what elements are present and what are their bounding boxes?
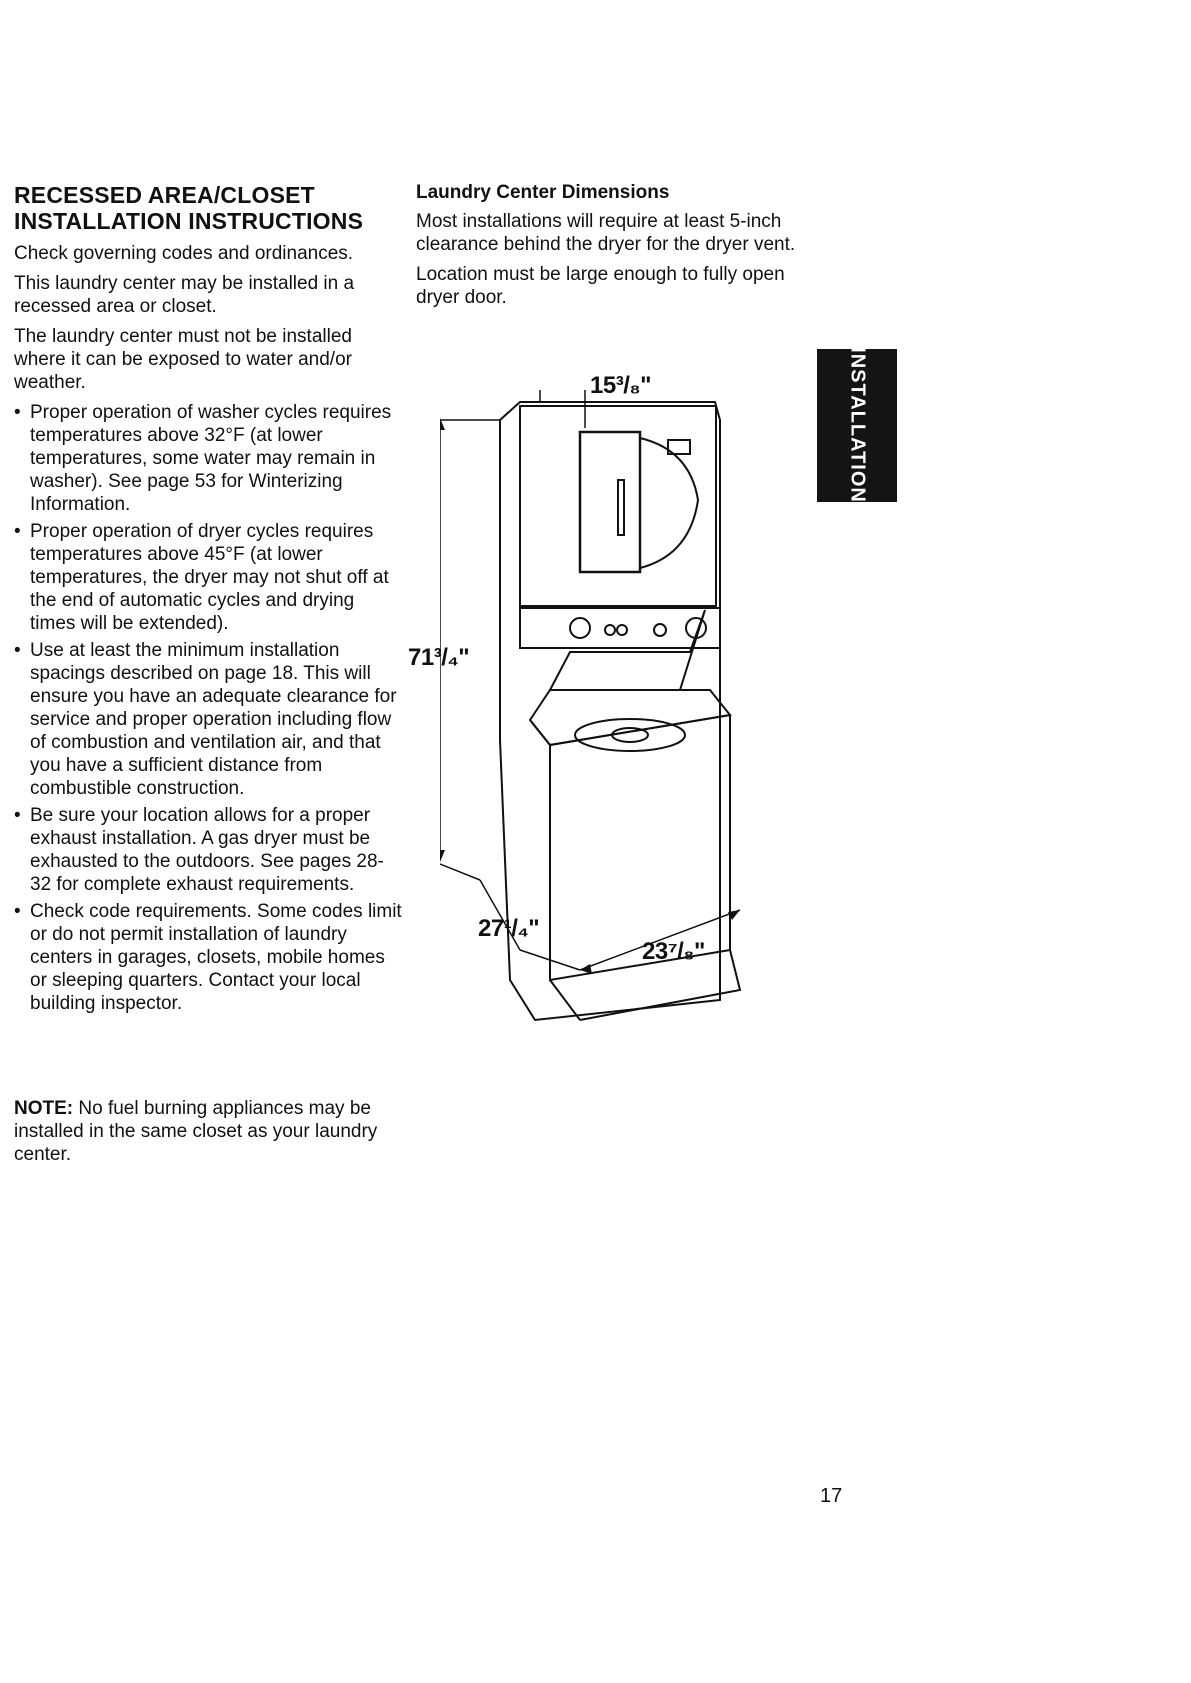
note-label: NOTE:: [14, 1098, 74, 1119]
section-tab: [817, 349, 897, 502]
paragraph-clearance: Most installations will require at least 5-inch clearance behind the dryer for the dryer vent.: [416, 211, 796, 255]
right-column: [416, 182, 796, 316]
note-text: No fuel burning appliances may be installed in the same closet as your laundry center.: [14, 1098, 378, 1165]
laundry-center-illustration: [440, 390, 790, 1050]
dimension-depth: 27¹/₄": [478, 915, 540, 942]
dimension-front: 23⁷/₈": [642, 938, 705, 965]
control-panel: [520, 608, 720, 648]
heading-line-1: RECESSED AREA/CLOSET: [14, 182, 315, 208]
dimension-width: 15³/₈": [590, 372, 651, 399]
paragraph-codes: Check governing codes and ordinances.: [14, 243, 354, 264]
control-button: [605, 625, 615, 635]
arrowhead: [580, 964, 592, 974]
list-item: • Use at least the minimum installation spacings described on page 18. This will ensure you have an adequate clearance for service and proper operation including flow of combustion and ventilation air, and that you have a sufficient distance from combustible construction.: [14, 639, 404, 800]
paragraph-recessed: This laundry center may be installed in a recessed area or closet.: [14, 273, 355, 317]
control-button: [654, 624, 666, 636]
section-tab-label: INSTALLATION: [846, 347, 869, 503]
left-column: [14, 182, 404, 1019]
drum-opening: [640, 438, 698, 568]
dryer-door: [580, 432, 640, 572]
washer-top: [530, 690, 730, 745]
list-item: • Be sure your location allows for a proper exhaust installation. A gas dryer must be exhausted to the outdoors. See pages 28-32 for complete exhaust requirements.: [14, 804, 404, 896]
list-item: • Proper operation of dryer cycles requires temperatures above 45°F (at lower temperatures, the dryer may not shut off at the end of automatic cycles and drying times will be extended).: [14, 520, 404, 635]
arrowhead: [440, 850, 445, 862]
paragraph-weather: The laundry center must not be installed where it can be exposed to water and/or weather.: [14, 326, 352, 393]
washer-tub: [575, 719, 685, 751]
height-extension-line: [440, 860, 480, 880]
paragraph-door: Location must be large enough to fully open dryer door.: [416, 264, 785, 308]
washer-bottom-edge: [550, 980, 580, 1020]
list-item: • Check code requirements. Some codes limit or do not permit installation of laundry centers in garages, closets, mobile homes or sleeping quarters. Contact your local building inspector.: [14, 900, 404, 1015]
control-knob-left: [570, 618, 590, 638]
section-heading: [14, 182, 404, 234]
dimension-height: 71³/₄": [408, 644, 470, 671]
heading-line-2: INSTALLATION INSTRUCTIONS: [14, 208, 364, 234]
door-handle: [618, 480, 624, 535]
note: [14, 1097, 394, 1166]
page-number: 17: [820, 1485, 843, 1507]
laundry-center-diagram: [408, 372, 790, 1050]
list-item: • Proper operation of washer cycles requires temperatures above 32°F (at lower temperatures, some water may remain in washer). See page 53 for Winterizing Information.: [14, 401, 404, 516]
control-button: [617, 625, 627, 635]
requirements-list: [14, 401, 404, 1015]
dimensions-heading: Laundry Center Dimensions: [416, 182, 670, 203]
